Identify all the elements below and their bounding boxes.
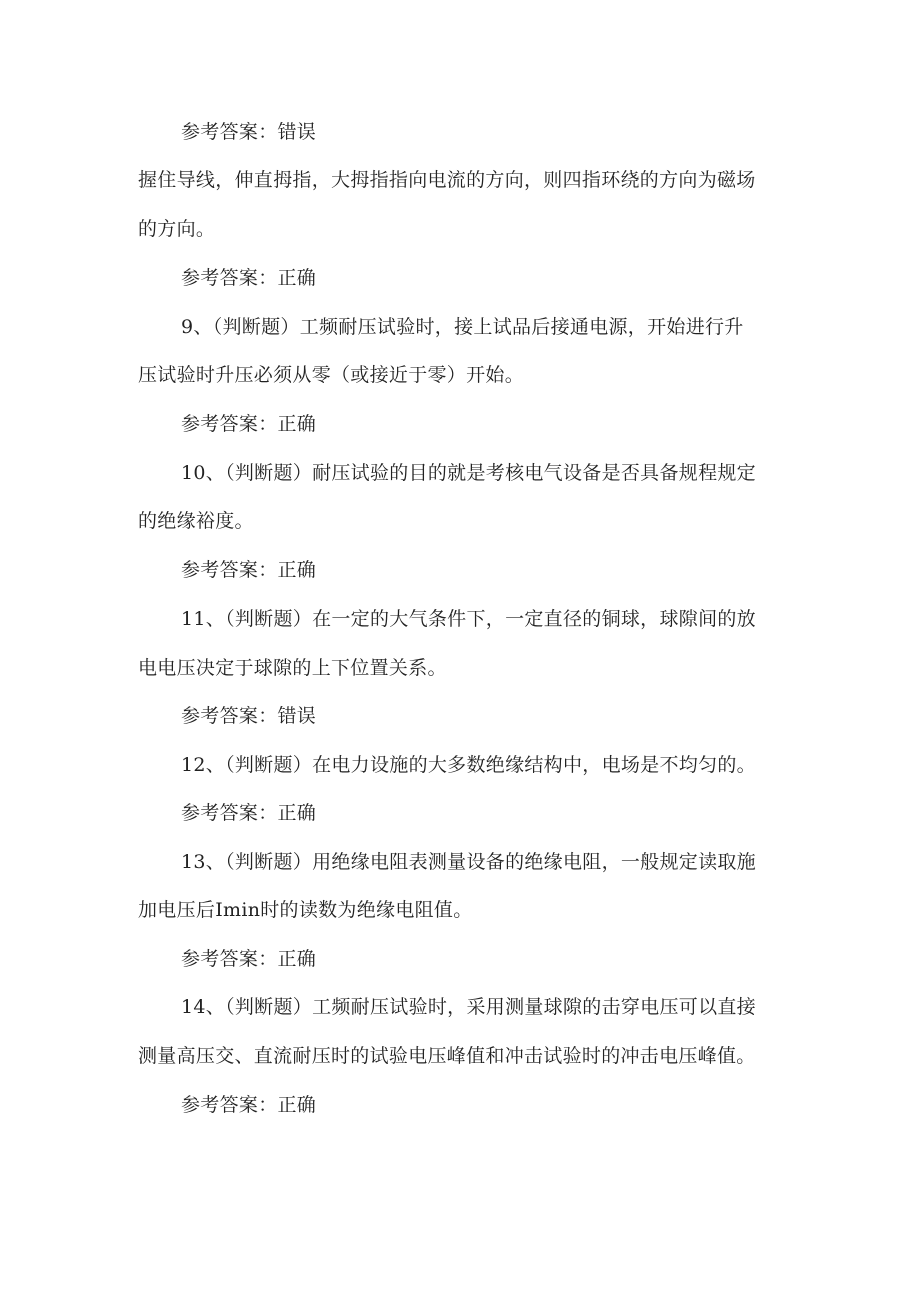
- question-text-line: 12、（判断题）在电力设施的大多数绝缘结构中，电场是不均匀的。: [181, 754, 756, 776]
- question-text-line: 的绝缘裕度。: [138, 510, 254, 532]
- question-text-line: 10、（判断题）耐压试验的目的就是考核电气设备是否具备规程规定: [181, 462, 756, 484]
- answer-text: 参考答案：正确: [181, 559, 317, 581]
- question-text-line: 握住导线，伸直拇指，大拇指指向电流的方向，则四指环绕的方向为磁场: [138, 169, 756, 191]
- answer-text: 参考答案：正确: [181, 802, 317, 824]
- question-text-line: 压试验时升压必须从零（或接近于零）开始。: [138, 364, 525, 386]
- answer-text: 参考答案：错误: [181, 705, 317, 727]
- question-text-line: 9、（判断题）工频耐压试验时，接上试品后接通电源，开始进行升: [181, 316, 744, 338]
- question-text-line: 测量高压交、直流耐压时的试验电压峰值和冲击试验时的冲击电压峰值。: [138, 1045, 756, 1067]
- question-text-line: 13、（判断题）用绝缘电阻表测量设备的绝缘电阻，一般规定读取施: [181, 851, 756, 873]
- question-text-line: 11、（判断题）在一定的大气条件下，一定直径的铜球，球隙间的放: [181, 608, 756, 630]
- question-text-line: 14、（判断题）工频耐压试验时，采用测量球隙的击穿电压可以直接: [181, 996, 756, 1018]
- question-text-line: 加电压后Imin时的读数为绝缘电阻值。: [138, 899, 473, 921]
- answer-text: 参考答案：正确: [181, 267, 317, 289]
- question-text-line: 电电压决定于球隙的上下位置关系。: [138, 657, 447, 679]
- answer-text: 参考答案：错误: [181, 121, 317, 143]
- answer-text: 参考答案：正确: [181, 413, 317, 435]
- question-text-line: 的方向。: [138, 218, 216, 240]
- answer-text: 参考答案：正确: [181, 948, 317, 970]
- answer-text: 参考答案：正确: [181, 1094, 317, 1116]
